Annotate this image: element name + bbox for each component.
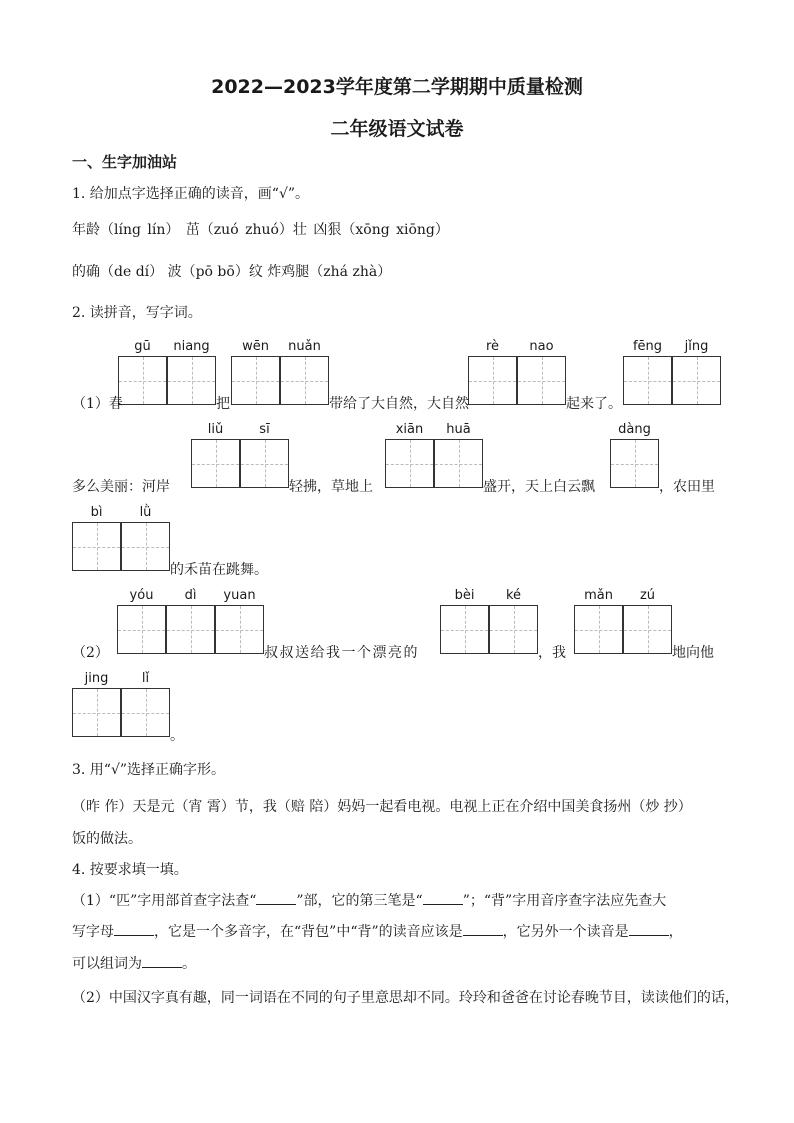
pinyin-label: huā [446,422,471,437]
sentence-text: ，农田里 [659,479,715,495]
pinyin-label: mǎn [584,588,613,603]
question-text: ”部，它的第三笔是“ [296,893,423,909]
question-text: ，它是一个多音字，在“背包”中“背”的读音应该是 [154,924,463,940]
sentence-text: 。 [170,728,184,744]
writing-box[interactable] [623,605,672,654]
question-4-part-1-line-3 [72,953,196,973]
pinyin-label: dàng [618,422,651,437]
writing-box[interactable] [240,439,289,488]
section-heading: 一、生字加油站 [72,153,178,171]
writing-box[interactable] [489,605,538,654]
writing-box[interactable] [166,605,215,654]
pinyin-label: liǔ [207,422,224,437]
sentence-text: 起来了。 [566,396,622,412]
question-3-line-1: （昨 作）天是元（宵 霄）节，我（赔 陪）妈妈一起看电视。电视上正在介绍中国美食扬州（炒 抄） [72,799,692,815]
pinyin-label: lǜ [139,505,152,520]
question-text: ”；“背”字用音序查字法应先查大 [462,893,667,909]
writing-box[interactable] [72,522,121,571]
sentence-text: （1）春 [72,396,123,412]
writing-box[interactable] [118,356,167,405]
answer-blank[interactable] [463,921,503,936]
writing-box[interactable] [623,356,672,405]
pinyin-label: xiān [395,422,424,437]
writing-box[interactable] [215,605,264,654]
pinyin-label: lǐ [141,671,150,686]
question-text: 。 [182,956,196,972]
writing-box[interactable] [574,605,623,654]
writing-box[interactable] [72,688,121,737]
pinyin-label: zú [639,588,656,603]
writing-box[interactable] [610,439,659,488]
sentence-text: 盛开，天上白云飘 [483,479,595,495]
sentence-text: （2） [72,645,109,661]
pinyin-label: dì [184,588,197,603]
sentence-text: 带给了大自然，大自然 [329,396,469,412]
answer-blank[interactable] [114,921,154,936]
pinyin-label: rè [485,339,500,354]
sentence-text: 的禾苗在跳舞。 [170,562,268,578]
writing-box[interactable] [468,356,517,405]
question-4-part-1-line-1 [72,890,666,910]
question-4-prompt: 4. 按要求填一填。 [72,862,188,878]
writing-box[interactable] [434,439,483,488]
sentence-text: 地向他 [672,645,714,661]
pinyin-label: fēng [632,339,663,354]
question-text: （1）“匹”字用部首查字法查“ [72,893,257,909]
pinyin-label: ké [505,588,522,603]
question-text: ，它另外一个读音是 [502,924,629,940]
pinyin-label: bèi [454,588,475,603]
pinyin-label: gū [134,339,151,354]
writing-box[interactable] [231,356,280,405]
sentence-text: 把 [216,396,230,412]
pinyin-label: sī [259,422,270,437]
pinyin-label: niang [173,339,210,354]
question-text: 可以组词为 [72,956,142,972]
writing-box[interactable] [167,356,216,405]
pinyin-label: yóu [129,588,154,603]
answer-blank[interactable] [423,890,463,905]
writing-box[interactable] [672,356,721,405]
pinyin-label: jǐng [684,339,709,354]
writing-box[interactable] [121,522,170,571]
pinyin-label: yuan [223,588,256,603]
writing-box[interactable] [191,439,240,488]
answer-blank[interactable] [256,890,296,905]
question-text: 写字母 [72,924,114,940]
writing-box[interactable] [385,439,434,488]
question-1-line-2: 的确（de dí） 波（pō bō）纹 炸鸡腿（zhá zhà） [72,264,392,280]
question-2-prompt: 2. 读拼音，写字词。 [72,305,202,321]
page-subtitle: 二年级语文试卷 [330,118,464,140]
question-4-part-1-line-2 [72,921,683,941]
question-1-prompt: 1. 给加点字选择正确的读音，画“√”。 [72,186,310,202]
sentence-text: 多么美丽：河岸 [72,479,170,495]
pinyin-label: nao [529,339,554,354]
pinyin-label: bì [90,505,103,520]
question-3-prompt: 3. 用“√”选择正确字形。 [72,762,226,778]
pinyin-label: jing [84,671,109,686]
question-4-part-2: （2）中国汉字真有趣，同一词语在不同的句子里意思却不同。玲玲和爸爸在讨论春晚节目，读读他们的话， [72,990,739,1006]
writing-box[interactable] [440,605,489,654]
sentence-text: ，我 [538,645,566,661]
answer-blank[interactable] [629,921,669,936]
question-text: ， [668,924,683,940]
sentence-text: 叔叔送给我一个漂亮的 [264,645,419,661]
question-3-line-2: 饭的做法。 [72,831,142,847]
answer-blank[interactable] [142,953,182,968]
sentence-text: 轻拂，草地上 [289,479,373,495]
writing-box[interactable] [517,356,566,405]
pinyin-label: wēn [242,339,269,354]
writing-box[interactable] [280,356,329,405]
writing-box[interactable] [117,605,166,654]
question-1-line-1: 年龄（líng lín） 茁（zuó zhuó）壮 凶狠（xōng xiōng） [72,222,449,238]
pinyin-label: nuǎn [288,339,321,354]
writing-box[interactable] [121,688,170,737]
page-title: 2022—2023学年度第二学期期中质量检测 [211,76,583,98]
